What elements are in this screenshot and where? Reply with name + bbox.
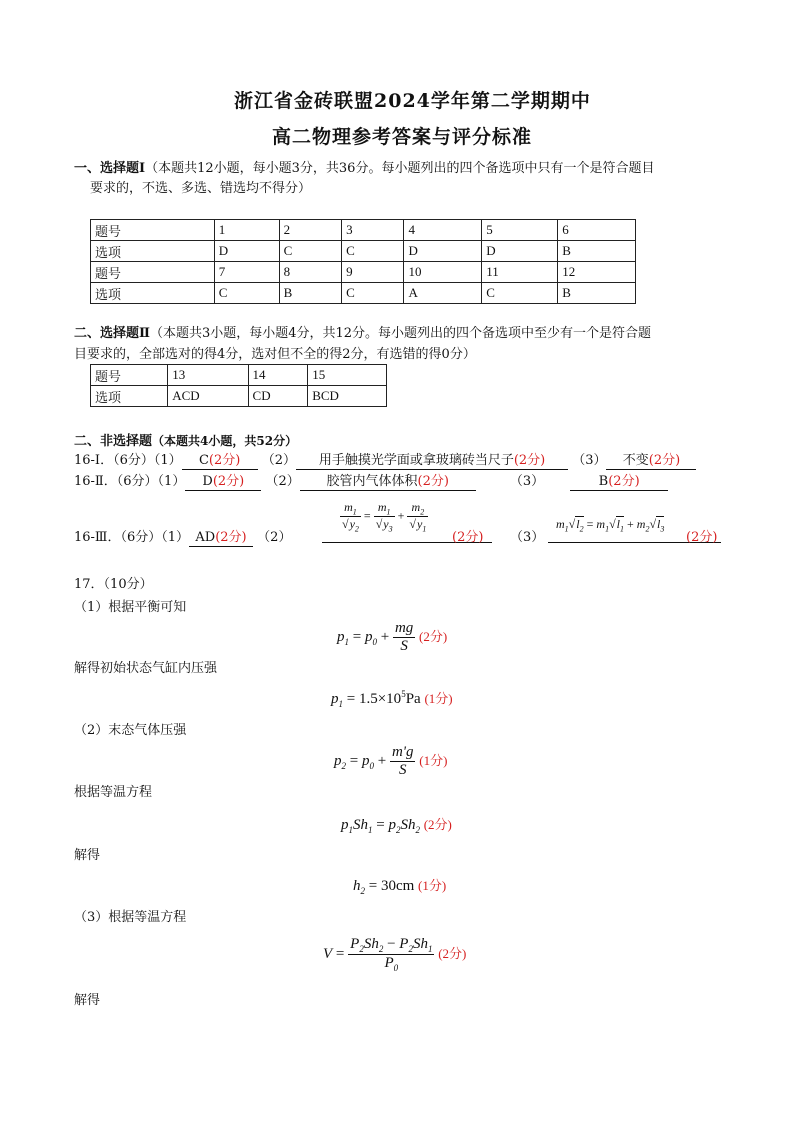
- table-row: [91, 241, 636, 262]
- table-cell: D: [404, 241, 482, 262]
- table-cell: 13: [168, 365, 248, 386]
- q16-3-answer-2-formula: $\frac{m_1}{√y_2}$ = $\frac{m_1}{√y_3}$ + $\frac{m_2}{√y_1}$: [342, 500, 427, 534]
- q17-eq-5-score: (1分): [418, 878, 447, 893]
- section2-heading: 二、选择题Ⅱ: [74, 326, 150, 341]
- q16-1-answer-2-text: 用手触摸光学面或拿玻璃砖当尺子: [318, 453, 514, 468]
- q17-eq-1: $p_1 = p_0$ + $\frac{mg}{S}$ (2分): [337, 620, 448, 654]
- table-row-header: 题号: [91, 262, 215, 283]
- q16-3-score-3: (2分): [686, 530, 718, 545]
- page-subtitle: 高二物理参考答案与评分标准: [272, 126, 533, 148]
- q16-1-score-2: (2分): [513, 453, 546, 468]
- q16-1-answer-3-text: 不变: [622, 453, 649, 468]
- q17-eq-2-value: 1.5×10: [358, 691, 402, 707]
- table-cell: 2: [279, 220, 341, 241]
- page-title: 浙江省金砖联盟2024学年第二学期期中: [234, 90, 591, 112]
- q16-1-answer-3: [606, 453, 696, 470]
- section2-desc-cont: 目要求的，全部选对的得4分，选对但不全的得2分，有选错的得0分）: [74, 347, 476, 362]
- q17-eq-2-exponent: 5: [401, 689, 406, 699]
- table-cell: 15: [308, 365, 387, 386]
- section1-heading: 一、选择题Ⅰ: [74, 161, 146, 176]
- q16-3-answer-1-text: AD: [195, 530, 216, 545]
- table-cell: 9: [342, 262, 404, 283]
- table-cell: D: [482, 241, 558, 262]
- table-row-header: 选项: [91, 283, 215, 304]
- section3-heading: 二、非选择题: [74, 434, 153, 449]
- q16-3-label: 16-Ⅲ．（6分）: [74, 530, 162, 545]
- q16-1-label: 16-Ⅰ．（6分）: [74, 453, 154, 468]
- q17-line-1: （1）根据平衡可知: [74, 600, 187, 615]
- q16-1-score-1: (2分): [208, 453, 241, 468]
- q16-3-answer-3-formula: $m_1√l_2 = m_1√l_1 + m_2√l_3$: [556, 517, 665, 534]
- table-cell: B: [558, 283, 636, 304]
- q16-3-score-1: (2分): [215, 530, 247, 545]
- q17-line-2: 解得初始状态气缸内压强: [74, 661, 218, 676]
- table-cell: BCD: [308, 386, 387, 407]
- q16-1-part2-label: （2）: [261, 453, 297, 468]
- q17-label: 17．（10分）: [74, 577, 153, 592]
- q16-2-answer-3-text: B: [598, 474, 609, 489]
- section1-desc: （本题共12小题，每小题3分，共36分。每小题列出的四个备选项中只有一个是符合题目: [145, 161, 655, 176]
- table-cell: C: [342, 283, 404, 304]
- table-cell: 4: [404, 220, 482, 241]
- q16-2-part1-label: （1）: [157, 474, 186, 489]
- q17-eq-1-score: (2分): [419, 628, 448, 644]
- section2-desc: （本题共3小题，每小题4分，共12分。每小题列出的四个备选项中至少有一个是符合题: [149, 326, 652, 341]
- q17-eq-6-score: (2分): [438, 945, 467, 961]
- table-cell: A: [404, 283, 482, 304]
- table-cell: C: [342, 241, 404, 262]
- table-cell: 3: [342, 220, 404, 241]
- q17-line-5: 解得: [74, 848, 101, 863]
- table-cell: C: [279, 241, 341, 262]
- q16-2-answer-3: [570, 474, 668, 491]
- table-row: [91, 386, 387, 407]
- q17-line-7: 解得: [74, 993, 101, 1008]
- table-cell: 12: [558, 262, 636, 283]
- q16-2-score-1: (2分): [212, 474, 245, 489]
- q17-line-3: （2）末态气体压强: [74, 723, 187, 738]
- table-cell: 14: [248, 365, 308, 386]
- q16-1-answer-1: [182, 453, 258, 470]
- section1-answer-table: [90, 219, 636, 304]
- q17-eq-4: $p_1Sh_1 = p_2Sh_2$ (2分): [341, 817, 452, 835]
- q16-2-answer-1-text: D: [202, 474, 213, 489]
- q17-eq-3-score: (1分): [419, 752, 448, 768]
- table-row-header: 题号: [91, 365, 168, 386]
- table-row: [91, 365, 387, 386]
- q16-3-part2-label: （2）: [257, 530, 292, 545]
- q16-3-score-2: (2分): [452, 530, 484, 545]
- q17-eq-5-value: 30cm: [380, 878, 415, 894]
- q16-2-answer-1: [185, 474, 261, 491]
- q16-1-answer-2: [296, 453, 568, 470]
- q16-1-answer-1-text: C: [198, 453, 209, 468]
- q17-eq-2-score: (1分): [424, 691, 453, 706]
- table-cell: B: [558, 241, 636, 262]
- q17-eq-3: $p_2 = p_0$ + $\frac{m'g}{S}$ (1分): [334, 744, 448, 778]
- section1-desc-cont: 要求的，不选、多选、错选均不得分）: [90, 181, 312, 196]
- q17-eq-2-unit: Pa: [405, 691, 421, 707]
- q16-2-part3-label: （3）: [509, 474, 545, 489]
- table-cell: C: [482, 283, 558, 304]
- q17-eq-4-score: (2分): [423, 817, 452, 832]
- q16-2-label: 16-Ⅱ．（6分）: [74, 474, 158, 489]
- q16-3-row: [74, 527, 291, 549]
- q16-3-part3-label: （3）: [510, 530, 545, 545]
- q16-3-part1-label: （1）: [161, 530, 190, 545]
- table-row-header: 选项: [91, 386, 168, 407]
- q16-2-score-2: (2分): [417, 474, 449, 489]
- table-cell: CD: [248, 386, 308, 407]
- q17-eq-5: $h_2 = 30cm$ (1分): [353, 878, 447, 896]
- q16-1-part1-label: （1）: [153, 453, 182, 468]
- section2-intro: [74, 323, 651, 345]
- q17-line-4: 根据等温方程: [74, 785, 153, 800]
- q16-1-row: [74, 450, 696, 472]
- table-cell: 10: [404, 262, 482, 283]
- table-cell: C: [214, 283, 279, 304]
- table-row: [91, 220, 636, 241]
- q16-1-score-3: (2分): [648, 453, 681, 468]
- q16-3-answer-1: [189, 530, 253, 547]
- q16-1-part3-label: （3）: [572, 453, 607, 468]
- table-row: [91, 262, 636, 283]
- table-row-header: 题号: [91, 220, 215, 241]
- q16-2-score-3: (2分): [608, 474, 640, 489]
- table-cell: 11: [482, 262, 558, 283]
- table-cell: 5: [482, 220, 558, 241]
- q16-2-answer-2-text: 胶管内气体体积: [326, 474, 418, 489]
- table-cell: D: [214, 241, 279, 262]
- q17-eq-2: $p_1 = 1.5\times 10^5Pa$ (1分): [331, 689, 453, 709]
- table-row-header: 选项: [91, 241, 215, 262]
- section3-desc: （本题共4小题，共52分）: [152, 434, 298, 448]
- q16-2-row: [74, 471, 668, 493]
- q16-2-part2-label: （2）: [265, 474, 300, 489]
- q16-2-answer-2: [300, 474, 476, 491]
- table-cell: 8: [279, 262, 341, 283]
- table-cell: 1: [214, 220, 279, 241]
- table-row: [91, 283, 636, 304]
- table-cell: 7: [214, 262, 279, 283]
- table-cell: ACD: [168, 386, 248, 407]
- section1-intro: [74, 158, 654, 180]
- table-cell: 6: [558, 220, 636, 241]
- q17-line-6: （3）根据等温方程: [74, 910, 187, 925]
- section2-answer-table: [90, 364, 387, 407]
- q17-eq-6: V = $\frac{P_2Sh_2 - P_2Sh_1}{P_0}$ (2分): [323, 936, 467, 973]
- table-cell: B: [279, 283, 341, 304]
